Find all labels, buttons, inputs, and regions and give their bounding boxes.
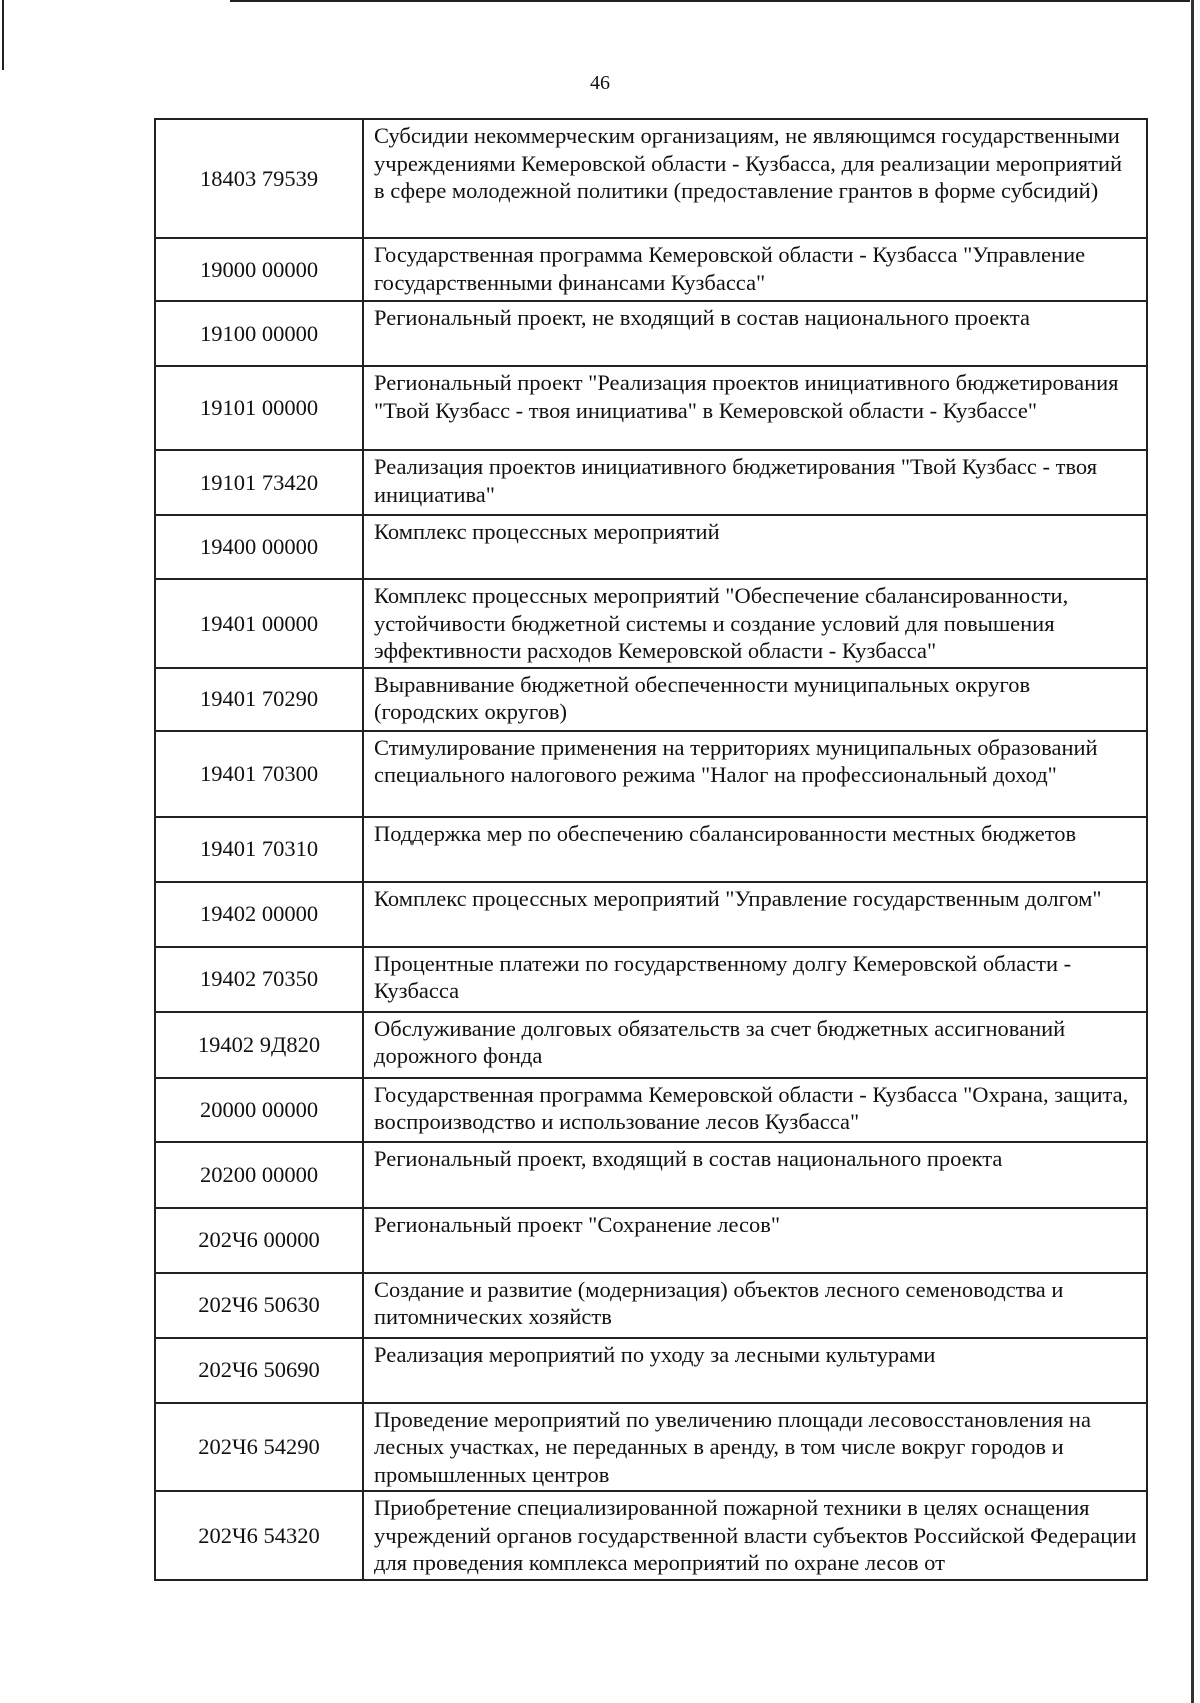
table-row bbox=[155, 1208, 1147, 1273]
code-cell: 202Ч6 54290 bbox=[155, 1403, 363, 1492]
table-row bbox=[155, 1012, 1147, 1078]
table-row bbox=[155, 515, 1147, 579]
code-cell: 20200 00000 bbox=[155, 1142, 363, 1208]
code-cell: 202Ч6 00000 bbox=[155, 1208, 363, 1273]
name-cell: Создание и развитие (модернизация) объектов лесного семеноводства и питомнических хозяйств bbox=[363, 1273, 1147, 1338]
name-cell: Комплекс процессных мероприятий bbox=[363, 515, 1147, 579]
code-cell: 19101 73420 bbox=[155, 450, 363, 515]
code-cell: 19402 70350 bbox=[155, 947, 363, 1012]
code-cell: 19401 70290 bbox=[155, 668, 363, 731]
code-cell: 19000 00000 bbox=[155, 238, 363, 301]
scan-edge-right bbox=[1191, 0, 1194, 1703]
table-row bbox=[155, 817, 1147, 882]
code-cell: 19402 9Д820 bbox=[155, 1012, 363, 1078]
code-cell: 19100 00000 bbox=[155, 301, 363, 366]
code-cell: 202Ч6 54320 bbox=[155, 1491, 363, 1580]
code-cell: 202Ч6 50690 bbox=[155, 1338, 363, 1403]
name-cell: Региональный проект, входящий в состав национального проекта bbox=[363, 1142, 1147, 1208]
table-row bbox=[155, 450, 1147, 515]
table-row bbox=[155, 668, 1147, 731]
name-cell: Государственная программа Кемеровской области - Кузбасса "Управление государственными финансами Кузбасса" bbox=[363, 238, 1147, 301]
name-cell: Комплекс процессных мероприятий "Обеспечение сбалансированности, устойчивости бюджетной системы и создание условий для повышения эффективности расходов Кемеровской области - Кузбасса" bbox=[363, 579, 1147, 668]
table-row bbox=[155, 731, 1147, 817]
code-cell: 19401 00000 bbox=[155, 579, 363, 668]
code-cell: 19401 70300 bbox=[155, 731, 363, 817]
code-cell: 20000 00000 bbox=[155, 1078, 363, 1142]
table-row bbox=[155, 366, 1147, 450]
name-cell: Субсидии некоммерческим организациям, не являющимся государственными учреждениями Кемеровской области - Кузбасса, для реализации мероприятий в сфере молодежной политики (предоставление грантов в форме субсидий) bbox=[363, 119, 1147, 238]
name-cell: Региональный проект "Сохранение лесов" bbox=[363, 1208, 1147, 1273]
scan-edge-left bbox=[2, 0, 4, 70]
name-cell: Обслуживание долговых обязательств за счет бюджетных ассигнований дорожного фонда bbox=[363, 1012, 1147, 1078]
table-row bbox=[155, 238, 1147, 301]
table-row bbox=[155, 579, 1147, 668]
code-cell: 19101 00000 bbox=[155, 366, 363, 450]
table-row bbox=[155, 947, 1147, 1012]
name-cell: Стимулирование применения на территориях муниципальных образований специального налогового режима "Налог на профессиональный доход" bbox=[363, 731, 1147, 817]
table-row bbox=[155, 882, 1147, 947]
code-cell: 19400 00000 bbox=[155, 515, 363, 579]
budget-code-table bbox=[154, 118, 1148, 1581]
table-row bbox=[155, 1142, 1147, 1208]
name-cell: Государственная программа Кемеровской области - Кузбасса "Охрана, защита, воспроизводство и использование лесов Кузбасса" bbox=[363, 1078, 1147, 1142]
code-cell: 18403 79539 bbox=[155, 119, 363, 238]
code-cell: 202Ч6 50630 bbox=[155, 1273, 363, 1338]
page-number: 46 bbox=[590, 72, 610, 94]
code-cell: 19402 00000 bbox=[155, 882, 363, 947]
name-cell: Реализация мероприятий по уходу за лесными культурами bbox=[363, 1338, 1147, 1403]
scan-edge-top bbox=[230, 0, 1190, 2]
table-row bbox=[155, 1273, 1147, 1338]
table-row bbox=[155, 301, 1147, 366]
name-cell: Реализация проектов инициативного бюджетирования "Твой Кузбасс - твоя инициатива" bbox=[363, 450, 1147, 515]
code-cell: 19401 70310 bbox=[155, 817, 363, 882]
name-cell: Комплекс процессных мероприятий "Управление государственным долгом" bbox=[363, 882, 1147, 947]
name-cell: Региональный проект "Реализация проектов инициативного бюджетирования "Твой Кузбасс - твоя инициатива" в Кемеровской области - Кузбассе" bbox=[363, 366, 1147, 450]
table-row bbox=[155, 1338, 1147, 1403]
table-row bbox=[155, 1491, 1147, 1580]
table-body bbox=[155, 119, 1147, 1580]
name-cell: Выравнивание бюджетной обеспеченности муниципальных округов (городских округов) bbox=[363, 668, 1147, 731]
name-cell: Региональный проект, не входящий в состав национального проекта bbox=[363, 301, 1147, 366]
name-cell: Проведение мероприятий по увеличению площади лесовосстановления на лесных участках, не переданных в аренду, в том числе вокруг городов и промышленных центров bbox=[363, 1403, 1147, 1492]
table-row bbox=[155, 1403, 1147, 1492]
table-row bbox=[155, 119, 1147, 238]
table-row bbox=[155, 1078, 1147, 1142]
name-cell: Поддержка мер по обеспечению сбалансированности местных бюджетов bbox=[363, 817, 1147, 882]
name-cell: Приобретение специализированной пожарной техники в целях оснащения учреждений органов государственной власти субъектов Российской Федерации для проведения комплекса мероприятий по охране лесов от bbox=[363, 1491, 1147, 1580]
name-cell: Процентные платежи по государственному долгу Кемеровской области - Кузбасса bbox=[363, 947, 1147, 1012]
